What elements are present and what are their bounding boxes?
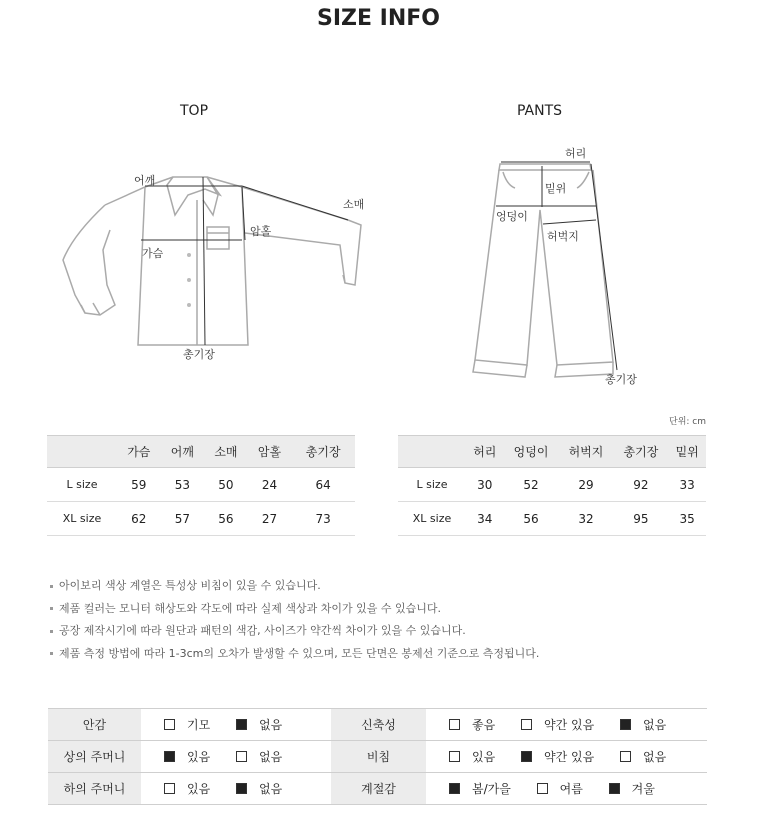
checkbox-icon[interactable]	[521, 719, 532, 730]
checkbox-icon[interactable]	[449, 751, 460, 762]
table-cell: 59	[117, 468, 161, 502]
table-header: 가슴	[117, 436, 161, 468]
feature-label: 신축성	[331, 709, 426, 741]
table-header-row	[47, 436, 355, 468]
table-cell: 34	[466, 502, 504, 536]
option-label: 없음	[259, 750, 283, 764]
checkbox-icon[interactable]	[620, 751, 631, 762]
checkbox-icon[interactable]	[164, 751, 175, 762]
option-item[interactable]	[236, 716, 282, 733]
note-text: 제품 측정 방법에 따라 1-3cm의 오차가 발생할 수 있으며, 모든 단면은 봉제선 기준으로 측정됩니다.	[59, 646, 540, 660]
top-diagram	[55, 165, 375, 365]
note-text: 공장 제작시기에 따라 원단과 패턴의 색감, 사이즈가 약간씩 차이가 있을 수 있습니다.	[59, 624, 466, 637]
list-item	[50, 577, 539, 600]
option-label: 여름	[559, 782, 583, 796]
option-label: 없음	[259, 718, 283, 732]
table-row	[48, 773, 707, 805]
table-cell: 73	[291, 502, 355, 536]
table-cell: 62	[117, 502, 161, 536]
table-header: 총기장	[291, 436, 355, 468]
table-row	[48, 741, 707, 773]
option-label: 없음	[643, 718, 667, 732]
label-thigh: 허벅지	[547, 230, 579, 243]
label-shoulder: 어깨	[134, 174, 156, 187]
checkbox-icon[interactable]	[236, 783, 247, 794]
checkbox-icon[interactable]	[164, 719, 175, 730]
table-header: 어깨	[161, 436, 205, 468]
option-item[interactable]	[236, 780, 282, 797]
option-label: 기모	[187, 718, 211, 732]
option-item[interactable]	[236, 748, 282, 765]
option-item[interactable]	[620, 748, 666, 765]
table-header	[398, 436, 466, 468]
checkbox-icon[interactable]	[449, 783, 460, 794]
bullet-icon	[50, 585, 53, 588]
table-header: 허벅지	[559, 436, 614, 468]
page-title: SIZE INFO	[317, 6, 440, 31]
option-label: 없음	[643, 750, 667, 764]
note-text: 아이보리 색상 계열은 특성상 비침이 있을 수 있습니다.	[59, 579, 321, 592]
feature-options	[426, 709, 707, 741]
table-cell: 29	[559, 468, 614, 502]
table-cell: 30	[466, 468, 504, 502]
table-cell: 64	[291, 468, 355, 502]
checkbox-icon[interactable]	[620, 719, 631, 730]
pants-diagram	[465, 140, 655, 390]
table-row	[48, 709, 707, 741]
checkbox-icon[interactable]	[164, 783, 175, 794]
table-cell: 56	[504, 502, 559, 536]
table-cell: 24	[248, 468, 292, 502]
feature-label: 비침	[331, 741, 426, 773]
option-item[interactable]	[164, 748, 210, 765]
table-row	[47, 468, 355, 502]
table-header: 총기장	[613, 436, 668, 468]
features-table	[48, 708, 707, 805]
checkbox-icon[interactable]	[609, 783, 620, 794]
table-row	[398, 468, 706, 502]
list-item	[50, 600, 539, 623]
table-header: 암홀	[248, 436, 292, 468]
feature-label: 하의 주머니	[48, 773, 141, 805]
option-item[interactable]	[609, 780, 655, 797]
feature-options	[426, 741, 707, 773]
option-item[interactable]	[537, 780, 583, 797]
pants-section-title: PANTS	[517, 103, 563, 119]
option-label: 있음	[187, 750, 211, 764]
table-cell: 92	[613, 468, 668, 502]
bullet-icon	[50, 607, 53, 610]
label-top-length: 총기장	[183, 348, 215, 361]
table-cell: 95	[613, 502, 668, 536]
option-label: 봄/가을	[472, 782, 511, 796]
table-row	[47, 502, 355, 536]
bullet-icon	[50, 652, 53, 655]
option-label: 있음	[472, 750, 496, 764]
checkbox-icon[interactable]	[236, 719, 247, 730]
checkbox-icon[interactable]	[537, 783, 548, 794]
option-item[interactable]	[449, 748, 495, 765]
table-cell: 32	[559, 502, 614, 536]
pants-size-table	[398, 435, 706, 536]
top-section-title: TOP	[180, 103, 209, 119]
option-label: 겨울	[631, 782, 655, 796]
label-pants-length: 총기장	[605, 373, 637, 386]
table-header	[47, 436, 117, 468]
table-cell: 57	[161, 502, 205, 536]
option-item[interactable]	[620, 716, 666, 733]
list-item	[50, 645, 539, 668]
option-label: 좋음	[472, 718, 496, 732]
table-header: 허리	[466, 436, 504, 468]
list-item	[50, 622, 539, 645]
feature-label: 계절감	[331, 773, 426, 805]
option-label: 약간 있음	[544, 750, 595, 764]
bullet-icon	[50, 630, 53, 633]
table-cell: L size	[47, 468, 117, 502]
label-waist: 허리	[565, 147, 587, 160]
table-cell: 52	[504, 468, 559, 502]
option-item[interactable]	[521, 716, 594, 733]
table-header: 엉덩이	[504, 436, 559, 468]
table-cell: L size	[398, 468, 466, 502]
feature-label: 상의 주머니	[48, 741, 141, 773]
table-header: 밑위	[668, 436, 706, 468]
option-item[interactable]	[449, 780, 511, 797]
option-label: 약간 있음	[544, 718, 595, 732]
feature-options	[141, 741, 331, 773]
checkbox-icon[interactable]	[236, 751, 247, 762]
table-cell: 53	[161, 468, 205, 502]
table-header-row	[398, 436, 706, 468]
notes-list	[50, 577, 539, 667]
feature-options	[141, 773, 331, 805]
table-cell: 35	[668, 502, 706, 536]
label-rise: 밑위	[545, 182, 567, 195]
top-size-table	[47, 435, 355, 536]
table-cell: XL size	[398, 502, 466, 536]
feature-label: 안감	[48, 709, 141, 741]
checkbox-icon[interactable]	[521, 751, 532, 762]
feature-options	[141, 709, 331, 741]
option-item[interactable]	[449, 716, 495, 733]
table-cell: 56	[204, 502, 248, 536]
label-chest: 가슴	[142, 247, 164, 260]
option-label: 있음	[187, 782, 211, 796]
table-cell: 50	[204, 468, 248, 502]
checkbox-icon[interactable]	[449, 719, 460, 730]
feature-options	[426, 773, 707, 805]
table-cell: 33	[668, 468, 706, 502]
note-text: 제품 컬러는 모니터 해상도와 각도에 따라 실제 색상과 차이가 있을 수 있습니다.	[59, 601, 441, 615]
option-item[interactable]	[164, 780, 210, 797]
label-hip: 엉덩이	[496, 210, 528, 223]
option-item[interactable]	[164, 716, 210, 733]
table-cell: XL size	[47, 502, 117, 536]
option-item[interactable]	[521, 748, 594, 765]
label-armhole: 암홀	[250, 225, 272, 238]
table-cell: 27	[248, 502, 292, 536]
table-header: 소매	[204, 436, 248, 468]
option-label: 없음	[259, 782, 283, 796]
unit-label: 단위: cm	[669, 417, 706, 427]
label-sleeve: 소매	[343, 198, 365, 211]
table-row	[398, 502, 706, 536]
